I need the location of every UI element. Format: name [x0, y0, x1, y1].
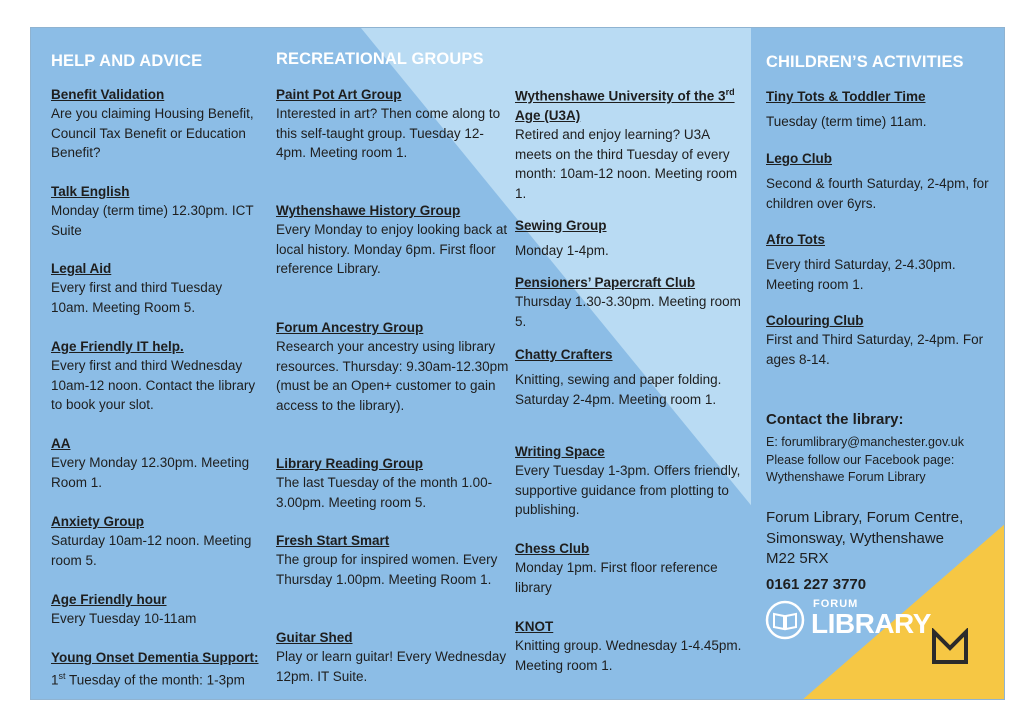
entry-title: Writing Space — [515, 444, 605, 459]
library-phone: 0161 227 3770 — [766, 576, 867, 593]
entry-title: Guitar Shed — [276, 630, 353, 645]
entry-title: Age Friendly hour — [51, 592, 167, 607]
entry-body: Every first and third Wednesday 10am-12 noon. Contact the library to book your slot. — [51, 358, 256, 413]
entry-history-group — [276, 201, 511, 279]
entry-title: AA — [51, 436, 71, 451]
entry-paint-pot — [276, 85, 511, 163]
entry-title — [515, 83, 745, 125]
entry-title: KNOT — [515, 619, 554, 634]
entry-dementia-support — [51, 648, 261, 690]
entry-talk-english — [51, 182, 261, 240]
entry-tiny-tots — [766, 87, 996, 132]
entry-u3a — [515, 83, 745, 203]
ordinal-number: 1 — [51, 672, 59, 688]
entry-body: Play or learn guitar! Every Wednesday 12pm. IT Suite. — [276, 649, 507, 684]
entry-body: Retired and enjoy learning? U3A meets on the third Tuesday of every month: 10am-12 noon. Meeting room 1. — [515, 127, 738, 201]
entry-body-text: Tuesday of the month: 1-3pm — [65, 672, 245, 688]
entry-chatty-crafters — [515, 345, 745, 409]
entry-lego-club — [766, 149, 996, 213]
contact-heading: Contact the library: — [766, 411, 904, 428]
leaflet-panel — [30, 27, 1005, 700]
entry-body: Monday 1pm. First floor reference library — [515, 560, 718, 595]
entry-body: Interested in art? Then come along to this self-taught group. Tuesday 12-4pm. Meeting room 1. — [276, 106, 501, 161]
help-heading: HELP AND ADVICE — [51, 52, 203, 70]
entry-ancestry-group — [276, 318, 511, 415]
entry-title: Talk English — [51, 184, 130, 199]
entry-title: Age Friendly IT help. — [51, 339, 184, 354]
entry-title-part: Age (U3A) — [515, 107, 581, 123]
contact-facebook-line2[interactable]: Wythenshawe Forum Library — [766, 470, 926, 484]
manchester-m-logo-icon — [931, 628, 969, 666]
entry-title: Colouring Club — [766, 313, 864, 328]
address-line-1: Forum Library, Forum Centre, — [766, 509, 964, 526]
address-line-2: Simonsway, Wythenshawe — [766, 529, 944, 547]
entry-body — [51, 667, 261, 690]
entry-title: Afro Tots — [766, 232, 825, 247]
entry-body: Saturday 10am-12 noon. Meeting room 5. — [51, 533, 252, 568]
open-book-icon — [765, 600, 805, 640]
entry-legal-aid — [51, 259, 261, 317]
entry-body: First and Third Saturday, 2-4pm. For ages 8-14. — [766, 332, 984, 367]
entry-title: Lego Club — [766, 151, 832, 166]
entry-title: Young Onset Dementia Support: — [51, 650, 259, 665]
entry-body: Every first and third Tuesday 10am. Meeting Room 5. — [51, 280, 223, 315]
library-address — [766, 508, 996, 570]
entry-body: Every Tuesday 10-11am — [51, 611, 197, 627]
entry-papercraft-club — [515, 273, 745, 331]
entry-body: Research your ancestry using library resources. Thursday: 9.30am-12.30pm (must be an Open+ customer to gain access to the library). — [276, 339, 509, 413]
ordinal-suffix: st — [58, 671, 66, 682]
entry-body: The group for inspired women. Every Thursday 1.00pm. Meeting Room 1. — [276, 552, 498, 587]
logo-library-text: LIBRARY — [811, 608, 931, 639]
entry-body: Tuesday (term time) 11am. — [766, 114, 927, 130]
entry-title: Library Reading Group — [276, 456, 424, 471]
logo-forum-text: FORUM — [813, 598, 859, 610]
entry-title: Wythenshawe History Group — [276, 203, 461, 218]
entry-title: Pensioners’ Papercraft Club — [515, 275, 696, 290]
entry-age-friendly-it — [51, 337, 261, 415]
entry-title: Benefit Validation — [51, 87, 165, 102]
entry-body: Knitting group. Wednesday 1-4.45pm. Meeting room 1. — [515, 638, 742, 673]
entry-title: Paint Pot Art Group — [276, 87, 402, 102]
entry-title: Forum Ancestry Group — [276, 320, 424, 335]
children-heading: CHILDREN’S ACTIVITIES — [766, 53, 964, 71]
contact-email[interactable]: E: forumlibrary@manchester.gov.uk — [766, 435, 964, 449]
entry-title: Chatty Crafters — [515, 347, 613, 362]
entry-body: Every third Saturday, 2-4.30pm. Meeting room 1. — [766, 257, 956, 292]
entry-title: Chess Club — [515, 541, 590, 556]
entry-age-friendly-hour — [51, 590, 261, 629]
entry-aa — [51, 434, 261, 492]
entry-body: Every Monday to enjoy looking back at local history. Monday 6pm. First floor reference Library. — [276, 222, 508, 277]
entry-body: Are you claiming Housing Benefit, Council Tax Benefit or Education Benefit? — [51, 106, 254, 161]
entry-title: Sewing Group — [515, 218, 607, 233]
entry-body: Every Tuesday 1-3pm. Offers friendly, supportive guidance from plotting to publishing. — [515, 463, 741, 518]
entry-body: Knitting, sewing and paper folding. Saturday 2-4pm. Meeting room 1. — [515, 372, 722, 407]
entry-colouring-club — [766, 311, 996, 369]
entry-body: The last Tuesday of the month 1.00-3.00pm. Meeting room 5. — [276, 475, 493, 510]
entry-title: Tiny Tots & Toddler Time — [766, 89, 926, 104]
entry-body: Every Monday 12.30pm. Meeting Room 1. — [51, 455, 250, 490]
entry-title: Fresh Start Smart — [276, 533, 390, 548]
entry-title: Legal Aid — [51, 261, 112, 276]
entry-knot — [515, 617, 745, 675]
entry-anxiety-group — [51, 512, 261, 570]
recreational-heading: RECREATIONAL GROUPS — [276, 50, 484, 68]
ordinal-suffix: rd — [725, 87, 735, 97]
entry-reading-group — [276, 454, 511, 512]
contact-facebook-line1: Please follow our Facebook page: — [766, 452, 955, 467]
entry-body: Monday (term time) 12.30pm. ICT Suite — [51, 203, 254, 238]
entry-chess-club — [515, 539, 745, 597]
entry-fresh-start — [276, 531, 511, 589]
entry-title: Anxiety Group — [51, 514, 145, 529]
entry-guitar-shed — [276, 628, 511, 686]
forum-library-logo — [765, 598, 931, 644]
entry-body: Thursday 1.30-3.30pm. Meeting room 5. — [515, 294, 741, 329]
contact-details — [766, 434, 996, 487]
entry-title-part: Wythenshawe University of the 3 — [515, 88, 726, 104]
entry-benefit-validation — [51, 85, 261, 163]
address-line-3: M22 5RX — [766, 550, 829, 567]
entry-body: Second & fourth Saturday, 2-4pm, for children over 6yrs. — [766, 176, 989, 211]
entry-writing-space — [515, 442, 745, 520]
entry-afro-tots — [766, 230, 996, 294]
entry-sewing-group — [515, 216, 745, 261]
entry-body: Monday 1-4pm. — [515, 243, 609, 259]
